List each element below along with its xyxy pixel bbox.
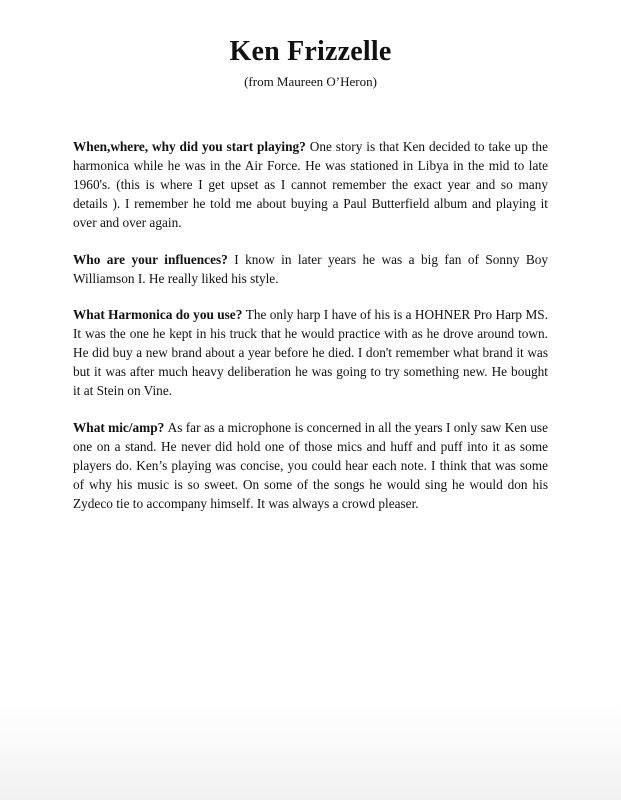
section-mic-amp [73, 418, 548, 513]
page-title: Ken Frizzelle [229, 36, 392, 67]
question-harmonica: What Harmonica do you use? [73, 307, 246, 322]
answer-influences: I know in later years he was a big fan of Sonny Boy Williamson I. He really liked his style. [73, 252, 549, 286]
answer-harmonica: The only harp I have of his is a HOHNER Pro Harp MS. It was the one he kept in his truck that he would practice with as he drove around town. He did buy a new brand about a year before he died. I don't remember what brand it was but it was after much heavy deliberation he was going to try something new. He bought it at Stein on Vine. [73, 307, 548, 398]
answer-start-playing: One story is that Ken decided to take up the harmonica while he was in the Air Force. He was stationed in Libya in the mid to late 1960's. (this is where I get upset as I cannot remember the exact year and so many details ). I remember he told me about buying a Paul Butterfield album and playing it over and over again. [73, 139, 548, 230]
page-subtitle: (from Maureen O’Heron) [244, 74, 377, 89]
question-start-playing: When,where, why did you start playing? [73, 139, 310, 154]
section-harmonica [73, 305, 548, 400]
section-start-playing [73, 137, 548, 232]
question-influences: Who are your influences? [73, 252, 235, 267]
question-mic-amp: What mic/amp? [73, 420, 168, 435]
section-influences [73, 250, 548, 288]
answer-mic-amp: As far as a microphone is concerned in all the years I only saw Ken use one on a stand. He never did hold one of those mics and huff and puff into it as some players do. Ken’s playing was concise, you could hear each note. I think that was some of why his music is so sweet. On some of the songs he would sing he would don his Zydeco tie to accompany himself. It was always a crowd pleaser. [73, 420, 548, 511]
